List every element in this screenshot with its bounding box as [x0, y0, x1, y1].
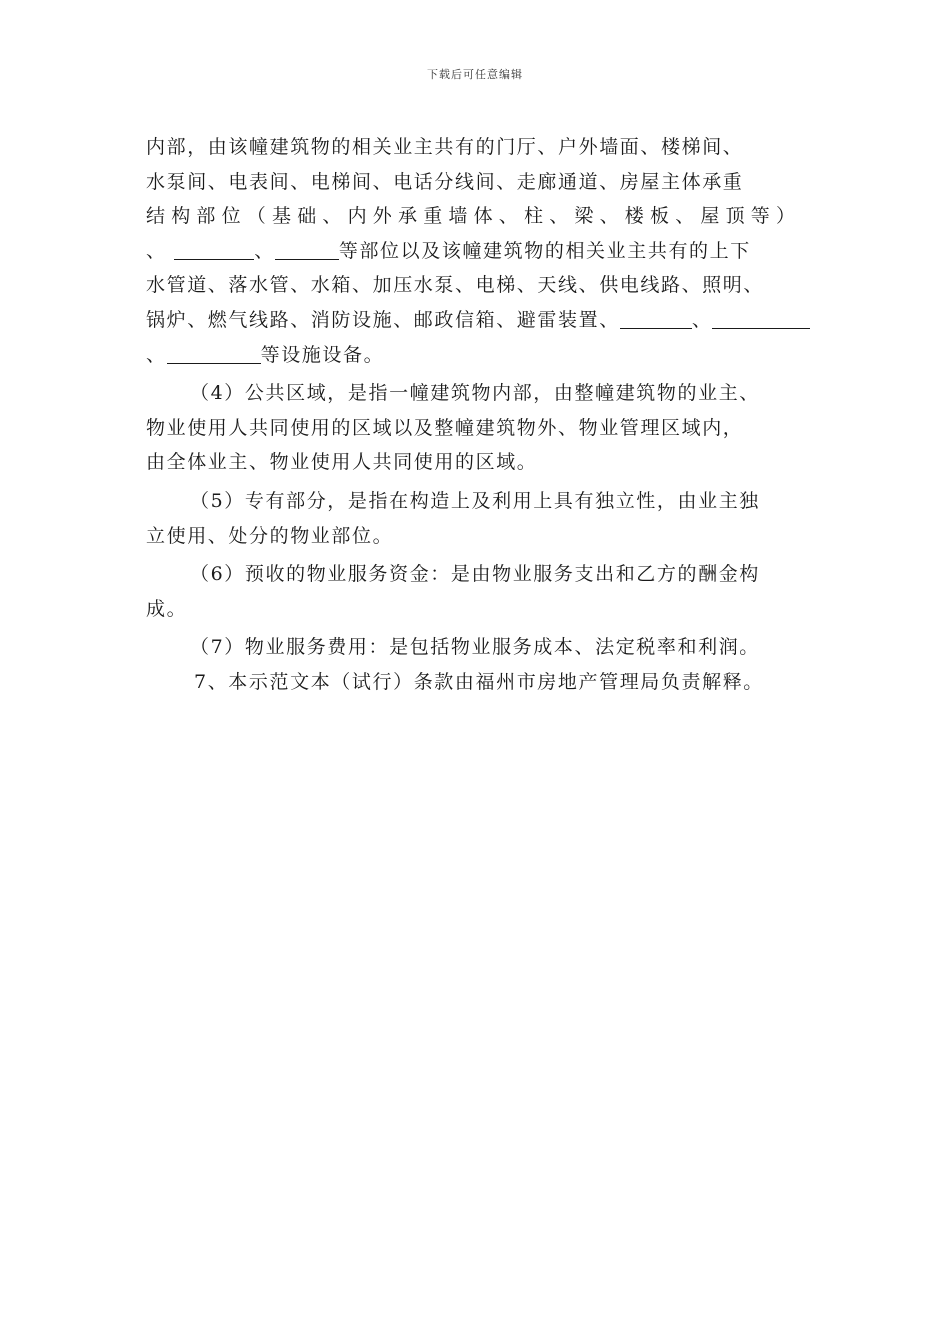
- text-line-with-blanks: [146, 338, 866, 373]
- fill-in-blank[interactable]: [167, 343, 261, 364]
- paragraph-5-line: 立使用、处分的物业部位。: [146, 524, 394, 547]
- paragraph-4-line: 由全体业主、物业使用人共同使用的区域。: [146, 451, 538, 474]
- paragraph-5-line: （5）专有部分，是指在构造上及利用上具有独立性，由业主独: [190, 489, 760, 512]
- text-fragment: 、: [146, 239, 175, 262]
- text-line: 水管道、落水管、水箱、加压水泵、电梯、天线、供电线路、照明、: [146, 274, 765, 297]
- paragraph-7-line: （7）物业服务费用：是包括物业服务成本、法定税率和利润。: [190, 636, 760, 659]
- fill-in-blank[interactable]: [620, 308, 692, 329]
- text-fragment: 、: [254, 239, 275, 262]
- fill-in-blank[interactable]: [712, 308, 810, 329]
- text-line: 结构部位（基础、内外承重墙体、柱、梁、楼板、屋顶等）: [146, 205, 802, 228]
- text-fragment: 锅炉、燃气线路、消防设施、邮政信箱、避雷装置、: [146, 308, 620, 331]
- paragraph-4-line: 物业使用人共同使用的区域以及整幢建筑物外、物业管理区域内，: [146, 416, 744, 439]
- paragraph-4-line: （4）公共区域，是指一幢建筑物内部，由整幢建筑物的业主、: [190, 382, 760, 405]
- fill-in-blank[interactable]: [275, 239, 339, 260]
- paragraph-clause-7-line: 7、本示范文本（试行）条款由福州市房地产管理局负责解释。: [194, 670, 764, 693]
- text-fragment: 等设施设备。: [260, 343, 385, 366]
- text-fragment: 等部位以及该幢建筑物的相关业主共有的上下: [338, 239, 751, 262]
- fill-in-blank[interactable]: [174, 239, 254, 260]
- text-line-with-blanks: [146, 303, 866, 338]
- paragraph-6-line: （6）预收的物业服务资金：是由物业服务支出和乙方的酬金构: [190, 563, 760, 586]
- text-line: 内部，由该幢建筑物的相关业主共有的门厅、户外墙面、楼梯间、: [146, 136, 744, 158]
- text-line: 水泵间、电表间、电梯间、电话分线间、走廊通道、房屋主体承重: [146, 170, 744, 193]
- text-fragment: 、: [691, 308, 713, 331]
- page-header: 下载后可任意编辑: [427, 68, 523, 81]
- document-body: [146, 130, 866, 700]
- text-fragment: 、: [146, 343, 167, 366]
- text-line-with-blanks: [146, 234, 866, 269]
- paragraph-6-line: 成。: [146, 597, 188, 620]
